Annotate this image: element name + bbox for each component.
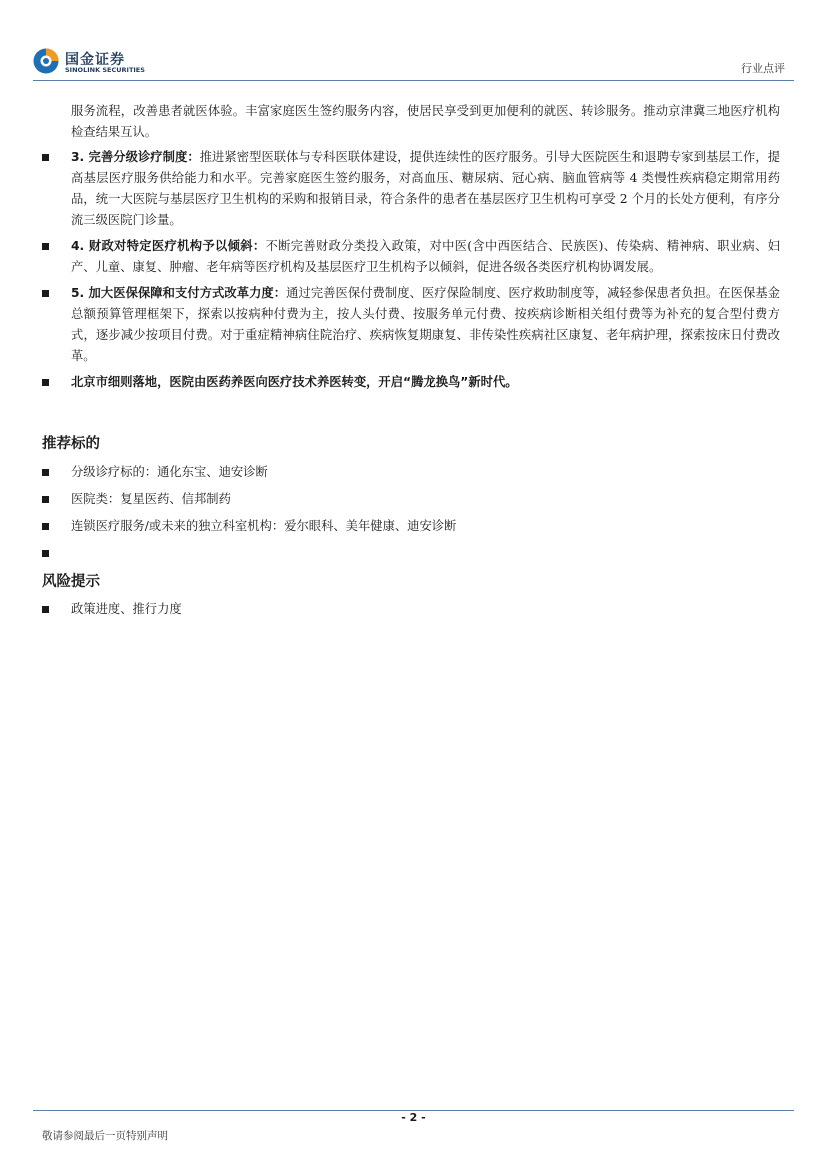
policy-point-title: 5. 加大医保保障和支付方式改革力度： xyxy=(71,286,287,300)
policy-point xyxy=(42,283,780,367)
bullet-square-icon xyxy=(42,606,49,613)
list-item-text: 连锁医疗服务/或未来的独立科室机构：爱尔眼科、美年健康、迪安诊断 xyxy=(71,519,457,533)
list-item-text: 政策进度、推行力度 xyxy=(71,602,182,616)
policy-point xyxy=(42,236,780,278)
list-item-text: 医院类：复星医药、信邦制药 xyxy=(71,492,231,506)
report-type-tag: 行业点评 xyxy=(741,62,785,75)
list-item xyxy=(42,516,780,537)
bullet-square-icon xyxy=(42,469,49,476)
policy-points-section xyxy=(42,101,780,398)
logo-english-name: SINOLINK SECURITIES xyxy=(65,66,145,74)
recommend-list xyxy=(42,462,780,570)
list-item xyxy=(42,599,780,620)
bullet-square-icon xyxy=(42,243,49,250)
bullet-square-icon xyxy=(42,290,49,297)
bullet-square-icon xyxy=(42,379,49,386)
policy-point-title: 4. 财政对特定医疗机构予以倾斜： xyxy=(71,239,266,253)
bullet-square-icon xyxy=(42,523,49,530)
list-item-text: 分级诊疗标的：通化东宝、迪安诊断 xyxy=(71,465,268,479)
policy-point xyxy=(42,372,780,393)
recommend-heading: 推荐标的 xyxy=(42,436,100,452)
logo-mark-icon xyxy=(33,48,59,74)
list-item xyxy=(42,543,780,564)
policy-point-title: 3. 完善分级诊疗制度： xyxy=(71,150,200,164)
policy-point-text: 推进紧密型医联体与专科医联体建设，提供连续性的医疗服务。引导大医院医生和退聘专家到基层工作，提高基层医疗服务供给能力和水平。完善家庭医生签约服务，对高血压、糖尿病、冠心病、脑血管病等 4 类慢性疾病稳定期常用药品，统一大医院与基层医疗卫生机构的采购和报销目录，符合条件的患者在基层医疗卫生机构可享受 2 个月的长处方便利，有序分流三级医院门诊量。 xyxy=(71,150,780,227)
policy-point-text: 不断完善财政分类投入政策，对中医(含中西医结合、民族医)、传染病、精神病、职业病、妇产、儿童、康复、肿瘤、老年病等医疗机构及基层医疗卫生机构予以倾斜，促进各级各类医疗机构协调发展。 xyxy=(71,239,780,274)
policy-point-text: 通过完善医保付费制度、医疗保险制度、医疗救助制度等，减轻参保患者负担。在医保基金总额预算管理框架下，探索以按病种付费为主，按人头付费、按服务单元付费、按疾病诊断相关组付费等为补充的复合型付费方式，逐步减少按项目付费。对于重症精神病住院治疗、疾病恢复期康复、非传染性疾病社区康复、老年病护理，探索按床日付费改革。 xyxy=(71,286,780,363)
bullet-square-icon xyxy=(42,550,49,557)
logo-chinese-name: 国金证券 xyxy=(65,52,125,68)
page-number: - 2 - xyxy=(401,1111,426,1124)
bullet-square-icon xyxy=(42,154,49,161)
company-logo xyxy=(33,48,163,76)
risk-heading: 风险提示 xyxy=(42,574,100,590)
bullet-square-icon xyxy=(42,496,49,503)
continued-paragraph: 服务流程，改善患者就医体验。丰富家庭医生签约服务内容，使居民享受到更加便利的就医、转诊服务。推动京津冀三地医疗机构检查结果互认。 xyxy=(71,104,780,139)
policy-point-title: 北京市细则落地，医院由医药养医向医疗技术养医转变，开启“腾龙换鸟”新时代。 xyxy=(71,375,518,389)
list-item xyxy=(42,462,780,483)
list-item xyxy=(42,489,780,510)
risk-list xyxy=(42,599,780,625)
header-divider xyxy=(33,80,794,81)
disclaimer-note: 敬请参阅最后一页特别声明 xyxy=(42,1130,168,1142)
policy-point xyxy=(42,147,780,231)
